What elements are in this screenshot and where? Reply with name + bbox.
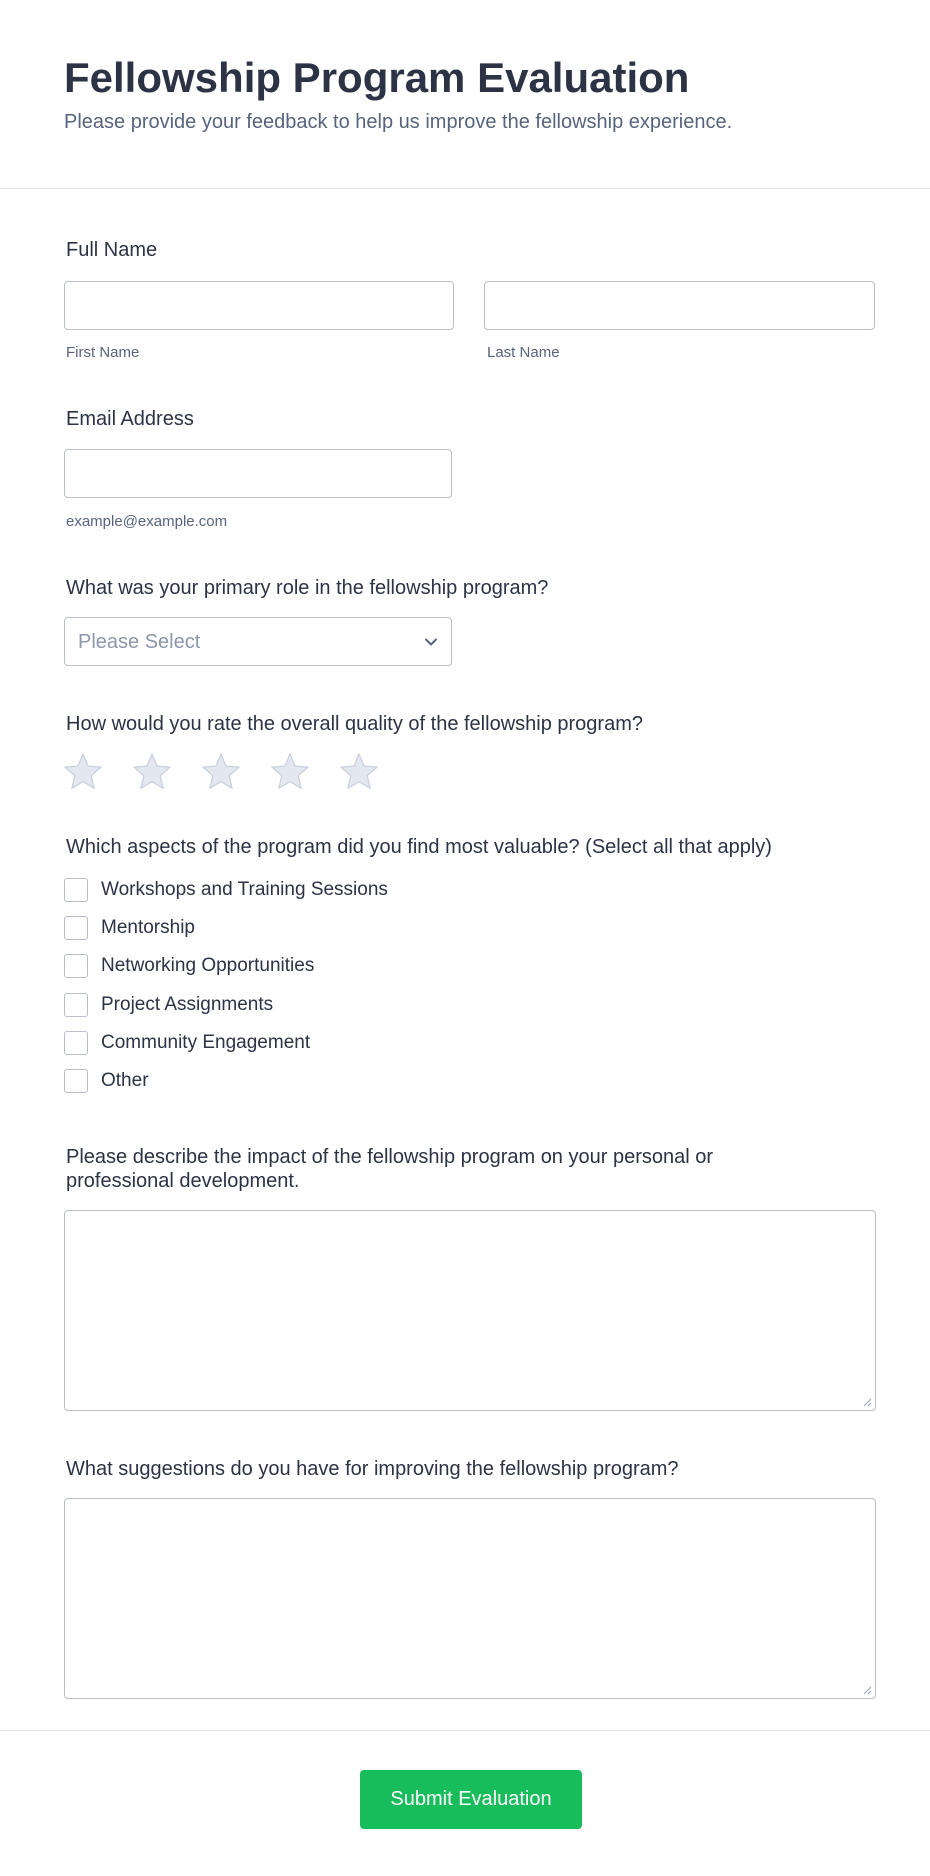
role-select-value: Please Select [78,631,201,653]
aspect-option[interactable] [64,1068,664,1094]
resize-grip-icon[interactable] [862,1397,872,1407]
first-name-sublabel: First Name [66,344,140,361]
star-icon[interactable] [200,751,242,793]
star-icon[interactable] [131,751,173,793]
full-name-label: Full Name [66,239,158,261]
role-label: What was your primary role in the fellowship program? [66,577,549,599]
impact-label-line2: professional development. [66,1170,300,1192]
last-name-sublabel: Last Name [487,344,560,361]
aspect-option-label: Community Engagement [101,1032,311,1053]
impact-textarea[interactable] [64,1210,876,1411]
form-subtitle: Please provide your feedback to help us improve the fellowship experience. [64,111,733,133]
form-header [0,0,930,189]
aspect-option[interactable] [64,992,664,1018]
star-icon[interactable] [269,751,311,793]
submit-button[interactable]: Submit Evaluation [360,1770,582,1829]
rating-label: How would you rate the overall quality of the fellowship program? [66,713,643,735]
aspect-option[interactable] [64,953,664,979]
email-input[interactable] [64,449,452,498]
aspect-option-label: Project Assignments [101,994,274,1015]
checkbox[interactable] [64,878,88,902]
checkbox[interactable] [64,1069,88,1093]
checkbox[interactable] [64,954,88,978]
aspect-option[interactable] [64,1030,664,1056]
star-icon[interactable] [338,751,380,793]
last-name-input[interactable] [484,281,875,330]
star-rating [62,751,392,793]
checkbox[interactable] [64,916,88,940]
star-icon[interactable] [62,751,104,793]
aspect-option-label: Workshops and Training Sessions [101,879,388,900]
aspect-option[interactable] [64,915,664,941]
checkbox[interactable] [64,993,88,1017]
aspect-option-label: Other [101,1070,149,1091]
aspects-label: Which aspects of the program did you find most valuable? (Select all that apply) [66,836,772,858]
resize-grip-icon[interactable] [862,1685,872,1695]
aspect-option[interactable] [64,877,664,903]
impact-label-line1: Please describe the impact of the fellowship program on your personal or [66,1146,714,1168]
chevron-down-icon [423,635,439,649]
role-select[interactable] [64,617,452,666]
email-sublabel: example@example.com [66,513,228,530]
checkbox[interactable] [64,1031,88,1055]
aspect-option-label: Mentorship [101,917,195,938]
suggestions-textarea[interactable] [64,1498,876,1699]
suggestions-label: What suggestions do you have for improving the fellowship program? [66,1458,679,1480]
email-label: Email Address [66,408,194,430]
form-title: Fellowship Program Evaluation [64,54,690,101]
aspect-option-label: Networking Opportunities [101,955,315,976]
first-name-input[interactable] [64,281,454,330]
footer-divider [0,1730,930,1731]
